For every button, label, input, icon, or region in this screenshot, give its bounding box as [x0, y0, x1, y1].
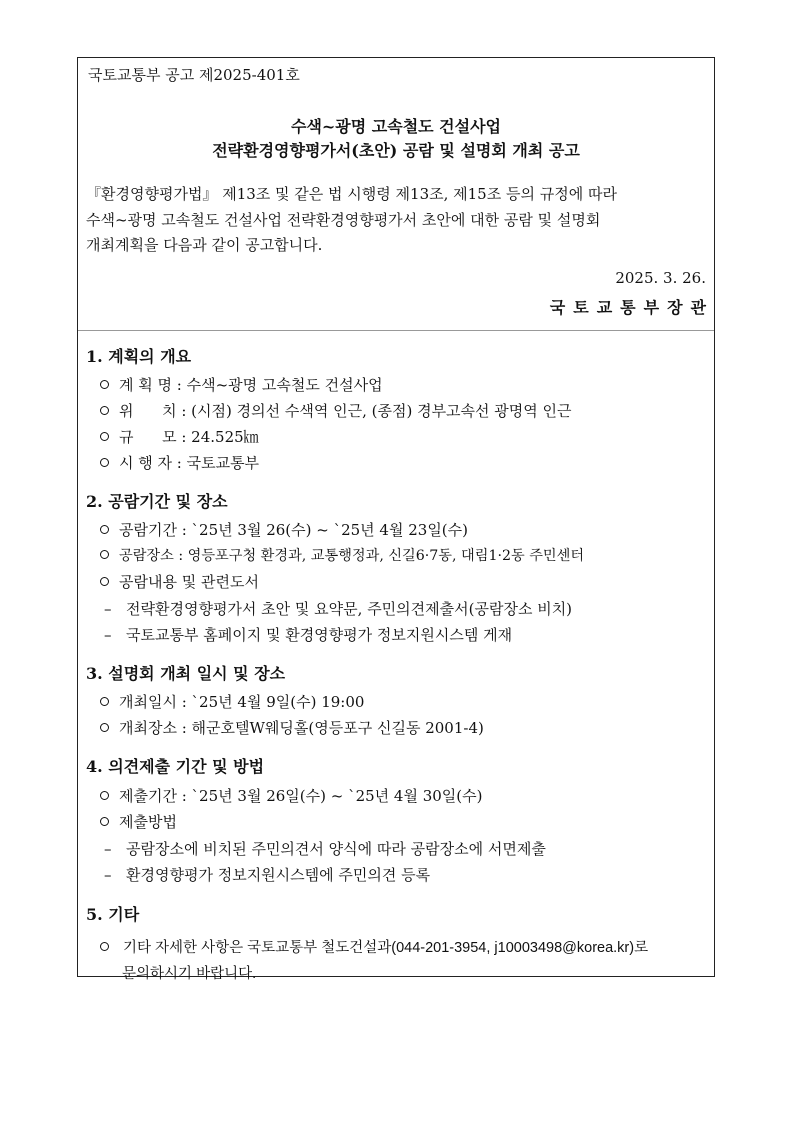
- circle-icon: [100, 432, 109, 441]
- intro-line: 개최계획을 다음과 같이 공고합니다.: [86, 236, 323, 254]
- sub-item: – 국토교통부 홈페이지 및 환경영향평가 정보지원시스템 게재: [104, 626, 513, 644]
- circle-icon: [100, 577, 109, 586]
- notice-frame: [77, 57, 715, 982]
- section-1-title: 1. 계획의 개요: [86, 347, 192, 366]
- circle-icon: [100, 380, 109, 389]
- list-item: 공람기간 : `25년 3월 26(수) ~ `25년 4월 23일(수): [100, 519, 468, 540]
- intro-paragraph: [86, 182, 710, 259]
- circle-icon: [100, 817, 109, 826]
- sub-item: – 환경영향평가 정보지원시스템에 주민의견 등록: [104, 866, 431, 884]
- list-item: 시 행 자 : 국토교통부: [100, 452, 259, 473]
- list-item: 제출방법: [100, 811, 177, 832]
- sub-item: – 전략환경영향평가서 초안 및 요약문, 주민의견제출서(공람장소 비치): [104, 600, 573, 618]
- circle-icon: [100, 791, 109, 800]
- intro-line: 수색~광명 고속철도 건설사업 전략환경영향평가서 초안에 대한 공람 및 설명회: [86, 210, 601, 229]
- issuer-title: 국토교통부장관: [549, 298, 714, 317]
- notice-number: 국토교통부 공고 제2025-401호: [88, 66, 300, 84]
- circle-icon: [100, 697, 109, 706]
- circle-icon: [100, 406, 109, 415]
- sub-item: – 공람장소에 비치된 주민의견서 양식에 따라 공람장소에 서면제출: [104, 840, 546, 858]
- list-item: 개최장소 : 해군호텔W웨딩홀(영등포구 신길동 2001-4): [100, 717, 484, 738]
- list-item: 위 치 : (시점) 경의선 수색역 인근, (종점) 경부고속선 광명역 인근: [100, 400, 572, 421]
- dash-marker: –: [104, 866, 112, 884]
- section-5-title: 5. 기타: [86, 905, 140, 924]
- divider: [78, 330, 714, 331]
- contact-paragraph: 기타 자세한 사항은 국토교통부 철도건설과(044-201-3954, j10003498@korea.kr)로 문의하시기 바랍니다.: [100, 935, 710, 987]
- circle-icon: [100, 458, 109, 467]
- section-3-title: 3. 설명회 개최 일시 및 장소: [86, 664, 286, 683]
- notice-date: 2025. 3. 26.: [615, 269, 706, 287]
- list-item: 공람장소 : 영등포구청 환경과, 교통행정과, 신길6·7동, 대림1·2동 주민센터: [100, 545, 584, 565]
- list-item: 제출기간 : `25년 3월 26일(수) ~ `25년 4월 30일(수): [100, 785, 483, 806]
- circle-icon: [100, 550, 109, 559]
- intro-line: 『환경영향평가법』 제13조 및 같은 법 시행령 제13조, 제15조 등의 규정에 따라: [86, 185, 617, 203]
- title-line-2: 전략환경영향평가서(초안) 공람 및 설명회 개최 공고: [212, 141, 580, 160]
- list-item: 규 모 : 24.525㎞: [100, 426, 259, 447]
- dash-marker: –: [104, 626, 112, 644]
- section-4-title: 4. 의견제출 기간 및 방법: [86, 757, 265, 776]
- dash-marker: –: [104, 600, 112, 618]
- title-line-1: 수색~광명 고속철도 건설사업: [290, 117, 502, 136]
- list-item: 공람내용 및 관련도서: [100, 571, 259, 592]
- dash-marker: –: [104, 840, 112, 858]
- list-item: 개최일시 : `25년 4월 9일(수) 19:00: [100, 691, 364, 712]
- circle-icon: [100, 525, 109, 534]
- list-item: 계 획 명 : 수색~광명 고속철도 건설사업: [100, 374, 383, 395]
- section-2-title: 2. 공람기간 및 장소: [86, 492, 228, 511]
- circle-icon: [100, 723, 109, 732]
- circle-icon: [100, 942, 109, 951]
